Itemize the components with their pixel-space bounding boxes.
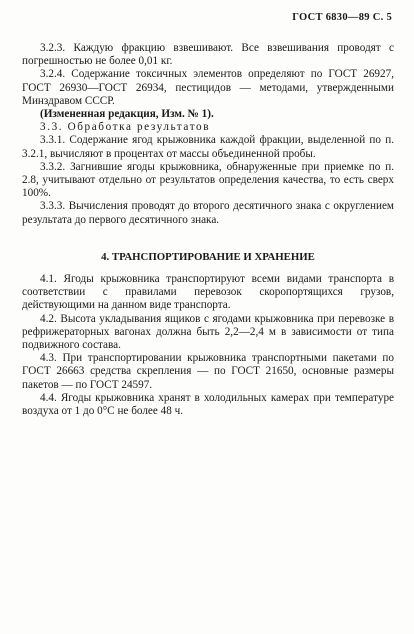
paragraph-4-2: 4.2. Высота укладывания ящиков с ягодами крыжовника при перевозке в рефрижераторных вагонах должна быть 2,2—2,4 м в зависимости от типа подвижного состава. — [22, 312, 394, 352]
paragraph-4-1: 4.1. Ягоды крыжовника транспортируют всеми видами транспорта в соответствии с правилами перевозок скоропортящихся грузов, действующими на данном виде транспорта. — [22, 273, 394, 312]
amendment-note: (Измененная редакция, Изм. № 1). — [40, 108, 214, 121]
paragraph-3-3-3: 3.3.3. Вычисления проводят до второго десятичного знака с округлением результата до первого десятичного знака. — [22, 200, 394, 226]
document-body — [22, 42, 394, 418]
paragraph-3-3-2: 3.3.2. Загнившие ягоды крыжовника, обнаруженные при приемке по п. 2.8, учитывают отдельно от результатов определения качества, то есть сверх 100%. — [22, 160, 394, 200]
paragraph-4-3: 4.3. При транспортировании крыжовника транспортными пакетами по ГОСТ 26663 средства скрепления — по ГОСТ 21650, основные размеры пакетов — по ГОСТ 24597. — [22, 352, 394, 391]
paragraph-3-2-3: 3.2.3. Каждую фракцию взвешивают. Все взвешивания проводят с погрешностью не более 0,01 кг. — [22, 42, 394, 68]
paragraph-4-4: 4.4. Ягоды крыжовника хранят в холодильных камерах при температуре воздуха от 1 до 0°С не более 48 ч. — [22, 391, 394, 418]
paragraph-3-3-1: 3.3.1. Содержание ягод крыжовника каждой фракции, выделенной по п. 3.2.1, вычисляют в процентах от массы объединенной пробы. — [22, 134, 394, 160]
subsection-title-3-3: 3.3. Обработка результатов — [40, 121, 211, 134]
running-header: ГОСТ 6830—89 С. 5 — [292, 12, 392, 23]
paragraph-3-2-4: 3.2.4. Содержание токсичных элементов определяют по ГОСТ 26927, ГОСТ 26930—ГОСТ 26934, пестицидов — методами, утвержденными Минздравом СССР. — [22, 68, 394, 107]
section-heading: 4. ТРАНСПОРТИРОВАНИЕ И ХРАНЕНИЕ — [101, 250, 315, 263]
